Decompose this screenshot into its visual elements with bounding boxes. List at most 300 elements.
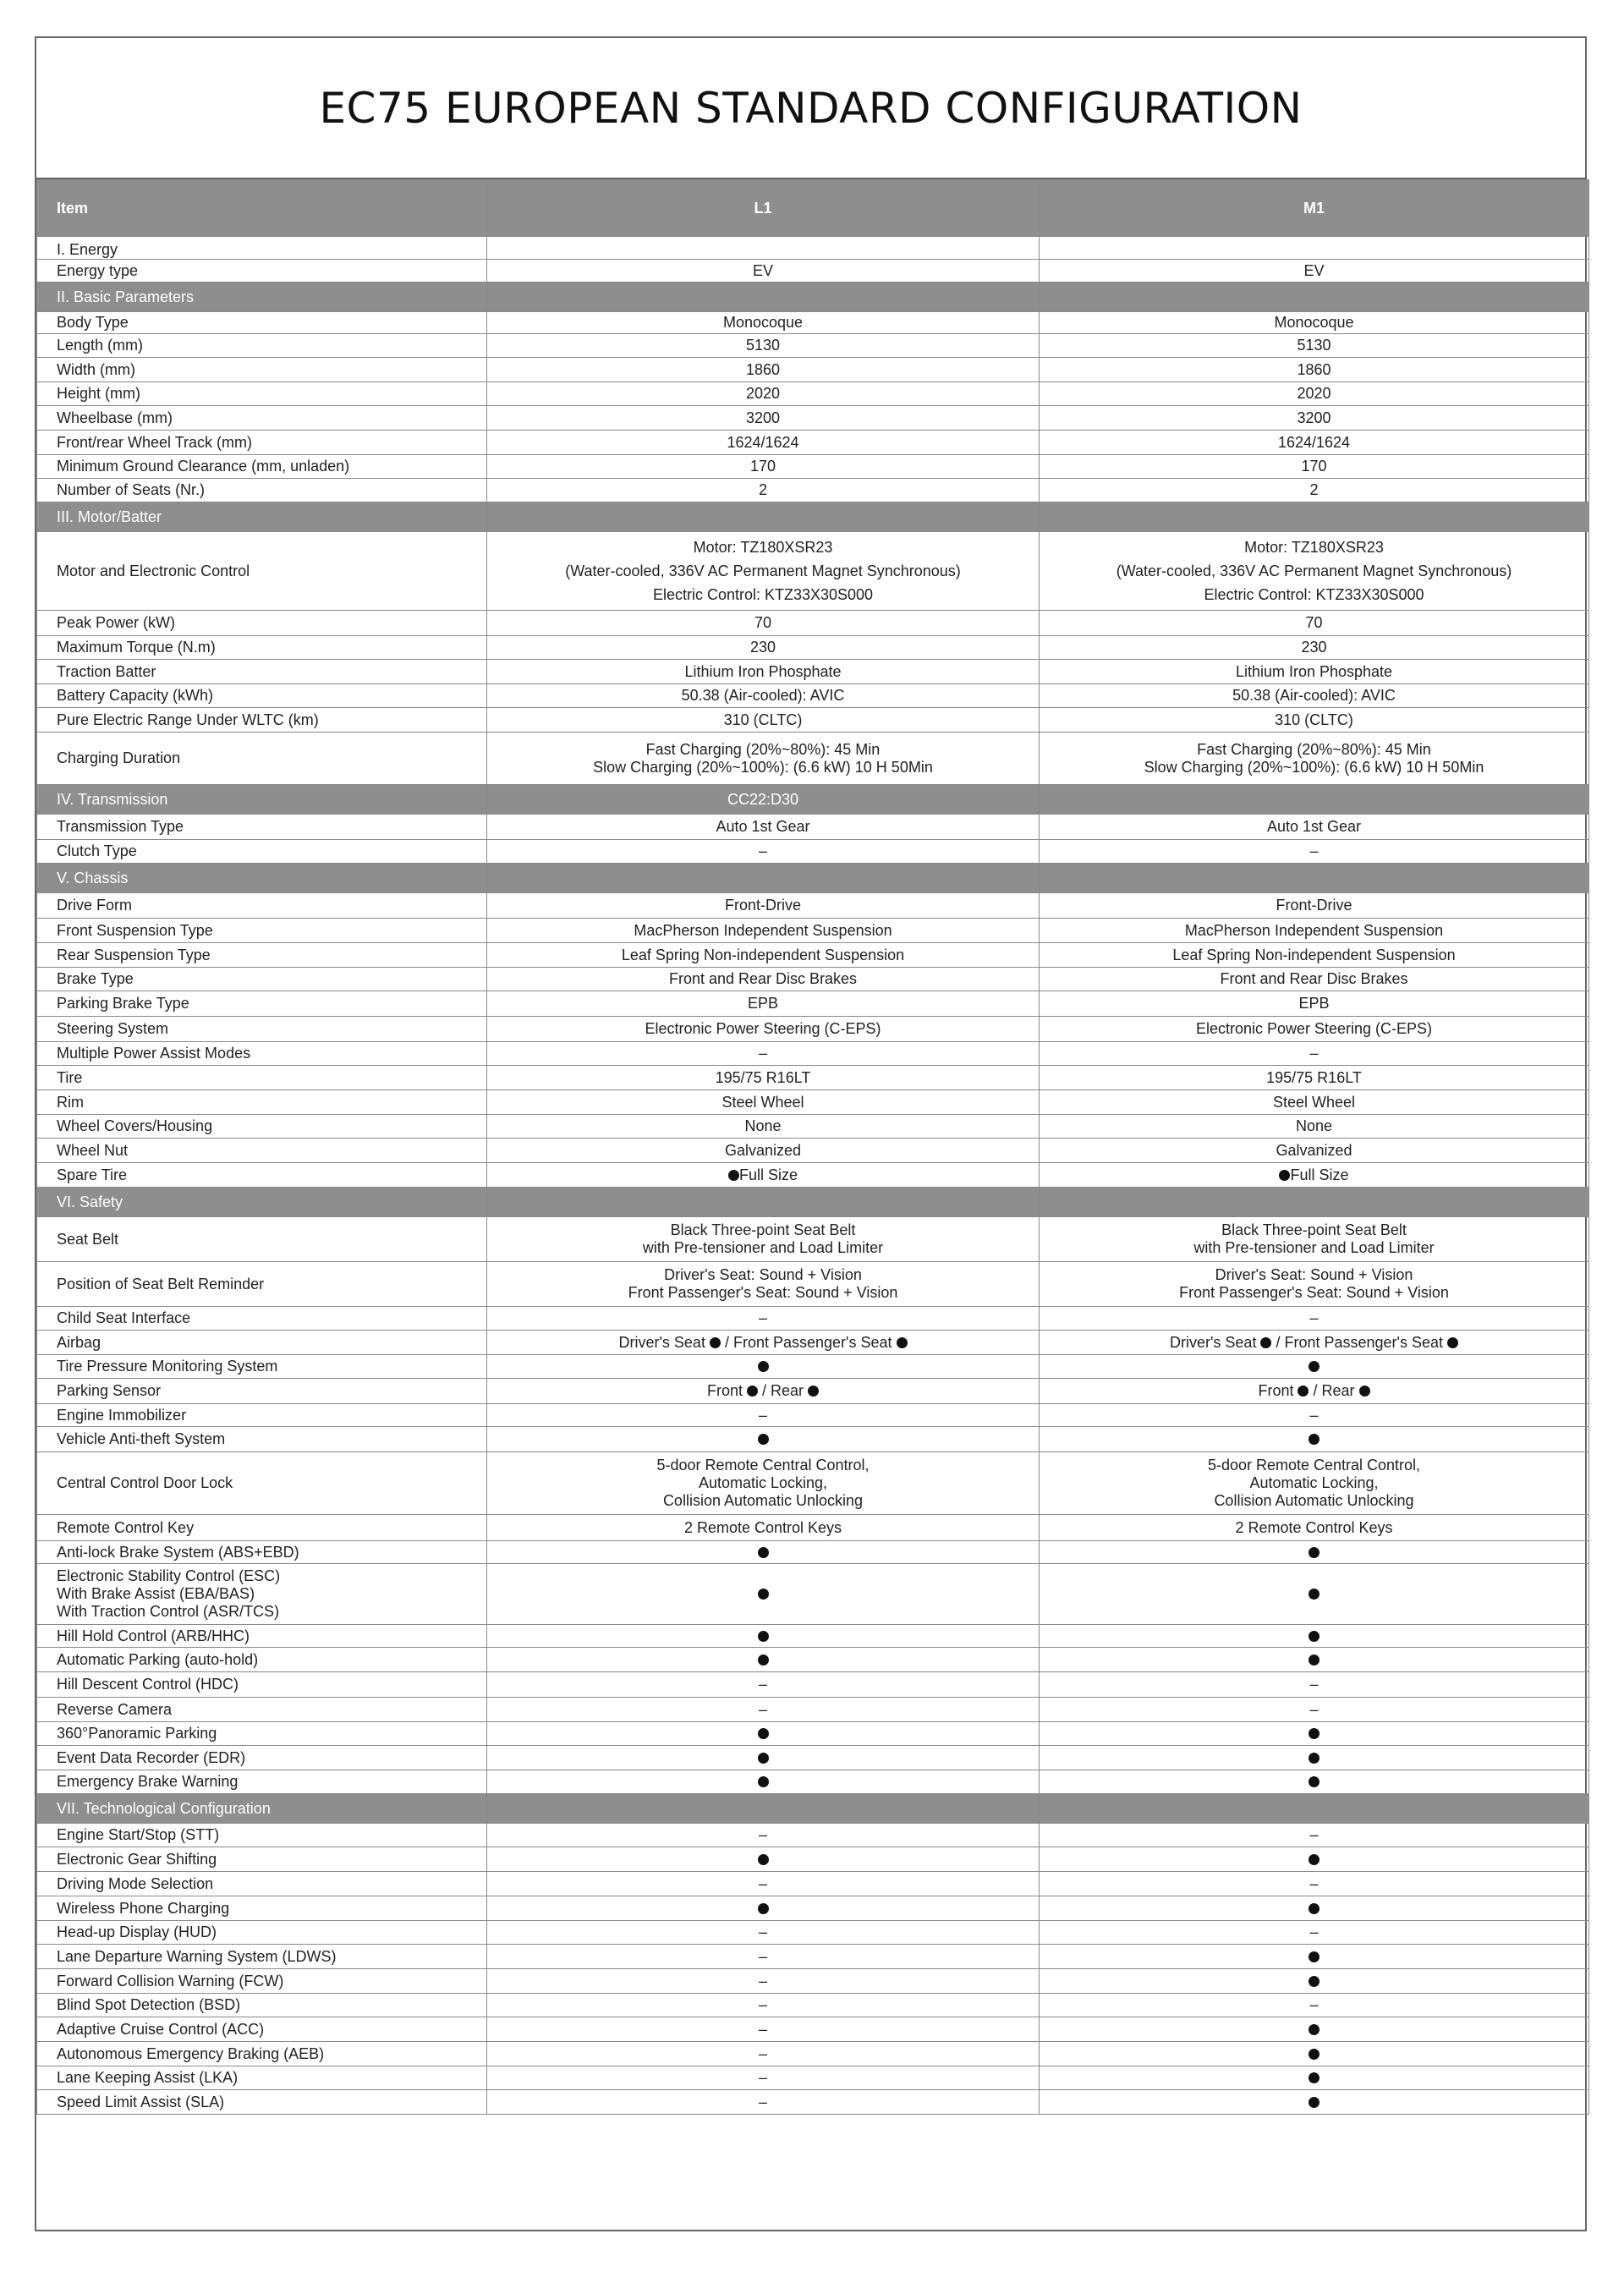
row-label: Rear Suspension Type	[37, 943, 487, 968]
filled-dot-icon	[758, 1547, 769, 1558]
l1-value: Monocoque	[487, 312, 1040, 334]
m1-value	[1040, 1770, 1589, 1794]
l1-value: EV	[487, 260, 1040, 283]
m1-value	[1040, 2042, 1589, 2066]
row-label: Autonomous Emergency Braking (AEB)	[37, 2042, 487, 2066]
table-row	[37, 1404, 1589, 1427]
m1-value	[1040, 2066, 1589, 2090]
filled-dot-icon	[758, 1655, 769, 1666]
m1-value: Steel Wheel	[1040, 1090, 1589, 1115]
l1-value	[487, 1746, 1040, 1770]
row-label: Charging Duration	[37, 733, 487, 785]
section-header-row	[37, 283, 1589, 312]
section-note	[487, 502, 1040, 532]
table-row	[37, 1139, 1589, 1163]
section-title: III. Motor/Batter	[37, 502, 487, 532]
m1-value: –	[1040, 1307, 1589, 1331]
row-label: Front Suspension Type	[37, 919, 487, 943]
table-row	[37, 991, 1589, 1017]
row-label: Event Data Recorder (EDR)	[37, 1746, 487, 1770]
l1-value: MacPherson Independent Suspension	[487, 919, 1040, 943]
m1-value: –	[1040, 1698, 1589, 1722]
table-row	[37, 1262, 1589, 1307]
m1-value: Front and Rear Disc Brakes	[1040, 968, 1589, 991]
section-spacer	[1040, 1188, 1589, 1217]
l1-value: Leaf Spring Non-independent Suspension	[487, 943, 1040, 968]
row-label: Position of Seat Belt Reminder	[37, 1262, 487, 1307]
table-row	[37, 684, 1589, 708]
table-row	[37, 1722, 1589, 1746]
row-label: Multiple Power Assist Modes	[37, 1042, 487, 1066]
row-label: Hill Descent Control (HDC)	[37, 1672, 487, 1698]
row-label: Wireless Phone Charging	[37, 1896, 487, 1921]
l1-value: –	[487, 2042, 1040, 2066]
table-row	[37, 1648, 1589, 1672]
l1-value: –	[487, 1872, 1040, 1896]
table-row	[37, 2066, 1589, 2090]
m1-value: Fast Charging (20%~80%): 45 Min Slow Charging (20%~100%): (6.6 kW) 10 H 50Min	[1040, 733, 1589, 785]
filled-dot-icon	[1309, 1976, 1320, 1987]
m1-value: 310 (CLTC)	[1040, 708, 1589, 733]
section-title: VI. Safety	[37, 1188, 487, 1217]
table-row	[37, 1515, 1589, 1541]
table-row	[37, 1969, 1589, 1994]
row-label: Motor and Electronic Control	[37, 532, 487, 611]
m1-value: 2 Remote Control Keys	[1040, 1515, 1589, 1541]
filled-dot-icon	[1309, 1903, 1320, 1914]
l1-value: 50.38 (Air-cooled): AVIC	[487, 684, 1040, 708]
m1-value: 70	[1040, 611, 1589, 636]
section-title: II. Basic Parameters	[37, 283, 487, 312]
filled-dot-icon	[897, 1337, 908, 1348]
l1-value: Front / Rear	[487, 1379, 1040, 1404]
table-row	[37, 479, 1589, 502]
m1-value: Front / Rear	[1040, 1379, 1589, 1404]
table-row	[37, 1017, 1589, 1042]
m1-value	[1040, 1969, 1589, 1994]
table-row	[37, 406, 1589, 431]
l1-value: –	[487, 1698, 1040, 1722]
m1-value: None	[1040, 1115, 1589, 1139]
row-label: Width (mm)	[37, 358, 487, 382]
row-label: Lane Departure Warning System (LDWS)	[37, 1945, 487, 1969]
m1-value: Galvanized	[1040, 1139, 1589, 1163]
m1-value: –	[1040, 1872, 1589, 1896]
row-label: Spare Tire	[37, 1163, 487, 1188]
table-row	[37, 1564, 1589, 1625]
filled-dot-icon	[1279, 1170, 1290, 1181]
l1-value	[487, 1770, 1040, 1794]
l1-value: –	[487, 1945, 1040, 1969]
l1-value: Front-Drive	[487, 893, 1040, 919]
table-row	[37, 260, 1589, 283]
m1-value: –	[1040, 840, 1589, 864]
section-spacer	[1040, 864, 1589, 893]
spec-table	[36, 179, 1589, 2115]
row-label: Vehicle Anti-theft System	[37, 1427, 487, 1452]
m1-value	[1040, 1945, 1589, 1969]
m1-value: Motor: TZ180XSR23 (Water-cooled, 336V AC Permanent Magnet Synchronous) Electric Control: KTZ33X30S000	[1040, 532, 1589, 611]
m1-value	[1040, 237, 1589, 260]
l1-value: Electronic Power Steering (C-EPS)	[487, 1017, 1040, 1042]
row-label: Parking Sensor	[37, 1379, 487, 1404]
l1-value: 170	[487, 455, 1040, 479]
row-label: Head-up Display (HUD)	[37, 1921, 487, 1945]
table-row	[37, 1379, 1589, 1404]
m1-value: 50.38 (Air-cooled): AVIC	[1040, 684, 1589, 708]
row-label: Length (mm)	[37, 334, 487, 358]
table-header-row	[37, 180, 1589, 237]
l1-value: –	[487, 1672, 1040, 1698]
m1-value	[1040, 1625, 1589, 1648]
table-row	[37, 237, 1589, 260]
filled-dot-icon	[710, 1337, 721, 1348]
filled-dot-icon	[1309, 1776, 1320, 1787]
l1-value: –	[487, 1824, 1040, 1847]
row-label: Driving Mode Selection	[37, 1872, 487, 1896]
row-label: Speed Limit Assist (SLA)	[37, 2090, 487, 2115]
table-row	[37, 1921, 1589, 1945]
table-row	[37, 840, 1589, 864]
m1-value: Lithium Iron Phosphate	[1040, 660, 1589, 684]
m1-value: Full Size	[1040, 1163, 1589, 1188]
filled-dot-icon	[1309, 1655, 1320, 1666]
table-row	[37, 611, 1589, 636]
section-note	[487, 1188, 1040, 1217]
filled-dot-icon	[1309, 1854, 1320, 1865]
m1-value: 195/75 R16LT	[1040, 1066, 1589, 1090]
m1-value: 1624/1624	[1040, 431, 1589, 455]
l1-value: 3200	[487, 406, 1040, 431]
table-row	[37, 1672, 1589, 1698]
table-row	[37, 382, 1589, 406]
row-label: Electronic Stability Control (ESC) With Brake Assist (EBA/BAS) With Traction Control (ASR/TCS)	[37, 1564, 487, 1625]
row-label: Electronic Gear Shifting	[37, 1847, 487, 1872]
m1-value: 3200	[1040, 406, 1589, 431]
row-label: Tire Pressure Monitoring System	[37, 1355, 487, 1379]
table-row	[37, 455, 1589, 479]
table-row	[37, 358, 1589, 382]
m1-value: Electronic Power Steering (C-EPS)	[1040, 1017, 1589, 1042]
filled-dot-icon	[1309, 2024, 1320, 2035]
m1-value	[1040, 1746, 1589, 1770]
table-row	[37, 1163, 1589, 1188]
row-label: Traction Batter	[37, 660, 487, 684]
m1-value	[1040, 1722, 1589, 1746]
table-row	[37, 1307, 1589, 1331]
l1-value: –	[487, 1921, 1040, 1945]
filled-dot-icon	[1309, 1951, 1320, 1962]
section-header-row	[37, 1794, 1589, 1824]
filled-dot-icon	[758, 1854, 769, 1865]
table-row	[37, 660, 1589, 684]
l1-value: Fast Charging (20%~80%): 45 Min Slow Charging (20%~100%): (6.6 kW) 10 H 50Min	[487, 733, 1040, 785]
table-row	[37, 2090, 1589, 2115]
filled-dot-icon	[758, 1903, 769, 1914]
filled-dot-icon	[1309, 1434, 1320, 1445]
filled-dot-icon	[758, 1753, 769, 1764]
l1-value: Lithium Iron Phosphate	[487, 660, 1040, 684]
row-label: Peak Power (kW)	[37, 611, 487, 636]
m1-value	[1040, 1427, 1589, 1452]
filled-dot-icon	[808, 1386, 819, 1397]
table-row	[37, 1625, 1589, 1648]
l1-value: Galvanized	[487, 1139, 1040, 1163]
row-label: Drive Form	[37, 893, 487, 919]
l1-value: 195/75 R16LT	[487, 1066, 1040, 1090]
row-label: Seat Belt	[37, 1217, 487, 1262]
section-note	[487, 864, 1040, 893]
filled-dot-icon	[1309, 2049, 1320, 2060]
l1-value: –	[487, 1969, 1040, 1994]
row-label: 360°Panoramic Parking	[37, 1722, 487, 1746]
section-header-row	[37, 785, 1589, 815]
l1-value: 1624/1624	[487, 431, 1040, 455]
l1-value: 70	[487, 611, 1040, 636]
filled-dot-icon	[1309, 2072, 1320, 2083]
row-label: Lane Keeping Assist (LKA)	[37, 2066, 487, 2090]
m1-value: 5130	[1040, 334, 1589, 358]
section-note: CC22:D30	[487, 785, 1040, 815]
row-label: Remote Control Key	[37, 1515, 487, 1541]
filled-dot-icon	[758, 1776, 769, 1787]
l1-value	[487, 1648, 1040, 1672]
table-row	[37, 708, 1589, 733]
table-row	[37, 1824, 1589, 1847]
l1-value: –	[487, 2090, 1040, 2115]
m1-value	[1040, 1896, 1589, 1921]
table-row	[37, 1945, 1589, 1969]
l1-value: 2 Remote Control Keys	[487, 1515, 1040, 1541]
table-row	[37, 636, 1589, 660]
l1-value	[487, 1355, 1040, 1379]
section-note	[487, 1794, 1040, 1824]
row-label: Maximum Torque (N.m)	[37, 636, 487, 660]
filled-dot-icon	[1359, 1386, 1370, 1397]
table-row	[37, 1042, 1589, 1066]
l1-value	[487, 1896, 1040, 1921]
m1-value: 1860	[1040, 358, 1589, 382]
l1-value	[487, 1625, 1040, 1648]
row-label: Height (mm)	[37, 382, 487, 406]
row-label: I. Energy	[37, 237, 487, 260]
m1-value: EPB	[1040, 991, 1589, 1017]
row-label: Airbag	[37, 1331, 487, 1355]
m1-value	[1040, 1541, 1589, 1564]
l1-value: 5-door Remote Central Control, Automatic Locking, Collision Automatic Unlocking	[487, 1452, 1040, 1515]
l1-value: 230	[487, 636, 1040, 660]
l1-value	[487, 1541, 1040, 1564]
l1-value: –	[487, 1994, 1040, 2017]
m1-value: Black Three-point Seat Belt with Pre-tensioner and Load Limiter	[1040, 1217, 1589, 1262]
l1-value: EPB	[487, 991, 1040, 1017]
table-row	[37, 893, 1589, 919]
column-header-m1: M1	[1040, 180, 1589, 237]
filled-dot-icon	[747, 1386, 758, 1397]
row-label: Emergency Brake Warning	[37, 1770, 487, 1794]
filled-dot-icon	[1309, 2097, 1320, 2108]
filled-dot-icon	[728, 1170, 739, 1181]
section-header-row	[37, 864, 1589, 893]
m1-value: EV	[1040, 260, 1589, 283]
m1-value: Front-Drive	[1040, 893, 1589, 919]
filled-dot-icon	[1309, 1728, 1320, 1739]
filled-dot-icon	[1298, 1386, 1309, 1397]
table-row	[37, 2017, 1589, 2042]
row-label: Energy type	[37, 260, 487, 283]
section-note	[487, 283, 1040, 312]
table-row	[37, 1698, 1589, 1722]
l1-value: Driver's Seat / Front Passenger's Seat	[487, 1331, 1040, 1355]
row-label: Front/rear Wheel Track (mm)	[37, 431, 487, 455]
l1-value: –	[487, 1042, 1040, 1066]
filled-dot-icon	[1447, 1337, 1458, 1348]
l1-value	[487, 1564, 1040, 1625]
row-label: Parking Brake Type	[37, 991, 487, 1017]
filled-dot-icon	[1309, 1631, 1320, 1642]
table-row	[37, 1355, 1589, 1379]
row-label: Brake Type	[37, 968, 487, 991]
row-label: Clutch Type	[37, 840, 487, 864]
row-label: Hill Hold Control (ARB/HHC)	[37, 1625, 487, 1648]
m1-value	[1040, 2017, 1589, 2042]
l1-value: –	[487, 2066, 1040, 2090]
m1-value	[1040, 1847, 1589, 1872]
m1-value: 170	[1040, 455, 1589, 479]
spec-table-body	[37, 237, 1589, 2115]
m1-value: –	[1040, 1404, 1589, 1427]
filled-dot-icon	[1260, 1337, 1271, 1348]
l1-value: Driver's Seat: Sound + Vision Front Passenger's Seat: Sound + Vision	[487, 1262, 1040, 1307]
table-row	[37, 312, 1589, 334]
row-label: Reverse Camera	[37, 1698, 487, 1722]
section-header-row	[37, 1188, 1589, 1217]
l1-value: 2	[487, 479, 1040, 502]
row-label: Transmission Type	[37, 815, 487, 840]
section-title: IV. Transmission	[37, 785, 487, 815]
table-row	[37, 2042, 1589, 2066]
table-row	[37, 815, 1589, 840]
l1-value: 5130	[487, 334, 1040, 358]
row-label: Engine Start/Stop (STT)	[37, 1824, 487, 1847]
m1-value: 5-door Remote Central Control, Automatic Locking, Collision Automatic Unlocking	[1040, 1452, 1589, 1515]
m1-value: –	[1040, 1921, 1589, 1945]
table-row	[37, 334, 1589, 358]
l1-value: 1860	[487, 358, 1040, 382]
row-label: Pure Electric Range Under WLTC (km)	[37, 708, 487, 733]
l1-value: Full Size	[487, 1163, 1040, 1188]
column-header-l1: L1	[487, 180, 1040, 237]
table-row	[37, 733, 1589, 785]
l1-value: Steel Wheel	[487, 1090, 1040, 1115]
l1-value	[487, 1722, 1040, 1746]
m1-value	[1040, 1355, 1589, 1379]
table-row	[37, 1541, 1589, 1564]
filled-dot-icon	[758, 1631, 769, 1642]
row-label: Wheelbase (mm)	[37, 406, 487, 431]
table-row	[37, 1115, 1589, 1139]
row-label: Blind Spot Detection (BSD)	[37, 1994, 487, 2017]
row-label: Wheel Nut	[37, 1139, 487, 1163]
section-title: V. Chassis	[37, 864, 487, 893]
section-spacer	[1040, 1794, 1589, 1824]
l1-value: None	[487, 1115, 1040, 1139]
table-row	[37, 532, 1589, 611]
m1-value: Driver's Seat / Front Passenger's Seat	[1040, 1331, 1589, 1355]
document-frame	[35, 36, 1587, 2231]
m1-value: Monocoque	[1040, 312, 1589, 334]
m1-value	[1040, 1648, 1589, 1672]
title-area	[36, 38, 1585, 179]
table-row	[37, 1994, 1589, 2017]
column-header-item: Item	[37, 180, 487, 237]
row-label: Anti-lock Brake System (ABS+EBD)	[37, 1541, 487, 1564]
row-label: Steering System	[37, 1017, 487, 1042]
filled-dot-icon	[1309, 1361, 1320, 1372]
table-row	[37, 919, 1589, 943]
l1-value: Motor: TZ180XSR23 (Water-cooled, 336V AC Permanent Magnet Synchronous) Electric Control: KTZ33X30S000	[487, 532, 1040, 611]
m1-value	[1040, 1564, 1589, 1625]
filled-dot-icon	[758, 1361, 769, 1372]
row-label: Battery Capacity (kWh)	[37, 684, 487, 708]
l1-value: Front and Rear Disc Brakes	[487, 968, 1040, 991]
l1-value: –	[487, 1307, 1040, 1331]
m1-value: MacPherson Independent Suspension	[1040, 919, 1589, 943]
row-label: Automatic Parking (auto-hold)	[37, 1648, 487, 1672]
page-title: EC75 EUROPEAN STANDARD CONFIGURATION	[319, 83, 1303, 133]
l1-value: –	[487, 840, 1040, 864]
section-title: VII. Technological Configuration	[37, 1794, 487, 1824]
table-row	[37, 1896, 1589, 1921]
filled-dot-icon	[758, 1434, 769, 1445]
table-row	[37, 1872, 1589, 1896]
section-spacer	[1040, 502, 1589, 532]
table-row	[37, 943, 1589, 968]
m1-value: Driver's Seat: Sound + Vision Front Passenger's Seat: Sound + Vision	[1040, 1262, 1589, 1307]
row-label: Engine Immobilizer	[37, 1404, 487, 1427]
l1-value: 2020	[487, 382, 1040, 406]
m1-value: –	[1040, 1824, 1589, 1847]
table-row	[37, 1066, 1589, 1090]
m1-value: 230	[1040, 636, 1589, 660]
l1-value	[487, 237, 1040, 260]
filled-dot-icon	[1309, 1547, 1320, 1558]
row-label: Tire	[37, 1066, 487, 1090]
row-label: Number of Seats (Nr.)	[37, 479, 487, 502]
l1-value	[487, 1427, 1040, 1452]
table-row	[37, 1847, 1589, 1872]
row-label: Child Seat Interface	[37, 1307, 487, 1331]
m1-value: Auto 1st Gear	[1040, 815, 1589, 840]
table-row	[37, 1331, 1589, 1355]
table-row	[37, 1746, 1589, 1770]
l1-value: Black Three-point Seat Belt with Pre-tensioner and Load Limiter	[487, 1217, 1040, 1262]
table-row	[37, 1770, 1589, 1794]
table-row	[37, 1427, 1589, 1452]
row-label: Rim	[37, 1090, 487, 1115]
l1-value: Auto 1st Gear	[487, 815, 1040, 840]
l1-value	[487, 1847, 1040, 1872]
m1-value: Leaf Spring Non-independent Suspension	[1040, 943, 1589, 968]
section-spacer	[1040, 283, 1589, 312]
m1-value: 2	[1040, 479, 1589, 502]
table-row	[37, 1452, 1589, 1515]
m1-value: –	[1040, 1042, 1589, 1066]
row-label: Adaptive Cruise Control (ACC)	[37, 2017, 487, 2042]
row-label: Minimum Ground Clearance (mm, unladen)	[37, 455, 487, 479]
filled-dot-icon	[758, 1589, 769, 1600]
l1-value: –	[487, 2017, 1040, 2042]
